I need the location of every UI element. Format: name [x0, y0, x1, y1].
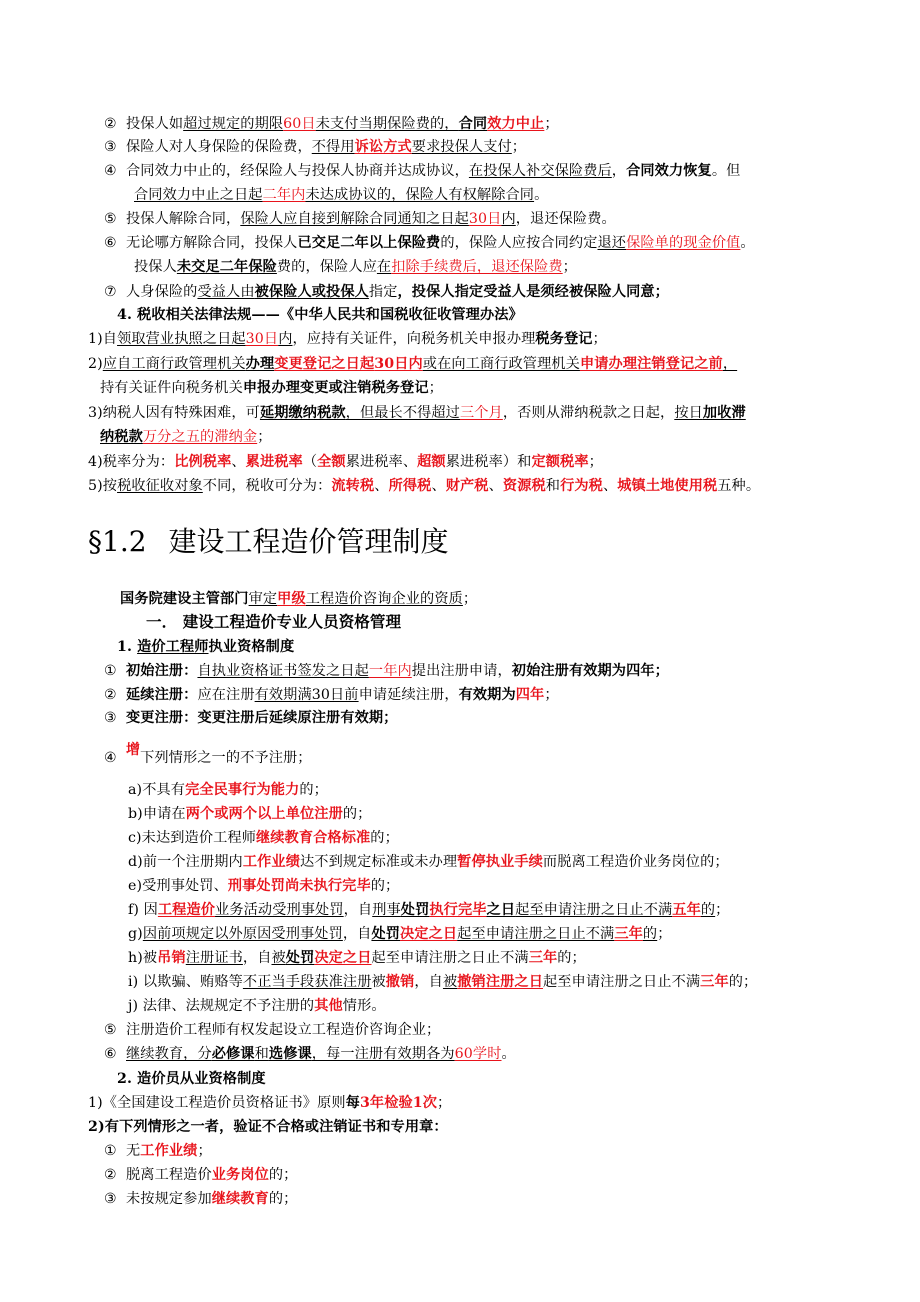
disqualify-c: c)未达到造价工程师继续教育合格标准的； [128, 830, 399, 846]
disqualify-d: d)前一个注册期内工作业绩达不到规定标准或未办理暂停执业手续而脱离工程造价业务岗位的； [128, 854, 729, 870]
section-heading [88, 522, 449, 562]
disqualify-f: f) 因工程造价业务活动受刑事处罚，自刑事处罚执行完毕之日起至申请注册之日止不满五年的； [128, 902, 730, 918]
disqualify-i: i) 以欺骗、贿赂等不正当手段获准注册被撤销，自被撤销注册之日起至申请注册之日止不满三年的； [128, 974, 758, 990]
circled-number: ⑤ [104, 211, 117, 227]
insurance-item-2: ② 投保人如超过规定的期限60日未支付当期保险费的，合同效力中止； [104, 116, 559, 132]
engineer-item-6: ⑥ 继续教育，分必修课和选修课，每一注册有效期各为60学时。 [104, 1046, 516, 1062]
clerk-sub-2: ② 脱离工程造价业务岗位的； [104, 1167, 298, 1183]
engineer-item-4: ④ 增下列情形之一的不予注册； [104, 742, 312, 766]
circled-number: ③ [104, 139, 117, 155]
circled-number: ③ [104, 710, 117, 726]
tax-heading: 4. 税收相关法律法规——《中华人民共和国税收征收管理办法》 [117, 307, 523, 323]
circled-number: ⑥ [104, 235, 117, 251]
circled-number: ② [104, 116, 117, 132]
clerk-heading: 2. 造价员从业资格制度 [117, 1071, 266, 1087]
clerk-sub-3: ③ 未按规定参加继续教育的； [104, 1191, 298, 1207]
circled-number: ④ [104, 750, 117, 766]
insurance-item-5: ⑤ 投保人解除合同，保险人应自接到解除合同通知之日起30日内，退还保险费。 [104, 211, 616, 227]
circled-number: ⑥ [104, 1046, 117, 1062]
tax-item-1: 1)自领取营业执照之日起30日内，应持有关证件，向税务机关申报办理税务登记； [88, 331, 607, 347]
subsection-heading: 一． 建设工程造价专业人员资格管理 [146, 612, 402, 631]
circled-number: ① [104, 1143, 117, 1159]
disqualify-g: g)因前项规定以外原因受刑事处罚，自处罚决定之日起至申请注册之日止不满三年的； [128, 926, 672, 942]
tax-item-3: 3)纳税人因有特殊困难，可延期缴纳税款，但最长不得超过三个月，否则从滞纳税款之日起，按日加收滞 [88, 405, 746, 421]
disqualify-a: a)不具有完全民事行为能力的； [128, 782, 328, 798]
tax-item-2-cont: 持有关证件向税务机关申报办理变更或注销税务登记； [100, 380, 443, 396]
insurance-item-6: ⑥ 无论哪方解除合同，投保人已交足二年以上保险费的，保险人应按合同约定退还保险单的现金价值。 [104, 235, 755, 251]
circled-number: ③ [104, 1191, 117, 1207]
tax-item-5: 5)按税收征收对象不同，税收可分为：流转税、所得税、财产税、资源税和行为税、城镇土地使用税五种。 [88, 478, 761, 494]
engineer-item-3: ③ 变更注册：变更注册后延续原注册有效期； [104, 710, 398, 726]
engineer-heading: 1. 造价工程师执业资格制度 [117, 639, 295, 655]
circled-number: ⑤ [104, 1022, 117, 1038]
clerk-item-1: 1)《全国建设工程造价员资格证书》原则每3年检验1次； [88, 1095, 452, 1111]
disqualify-j: j) 法律、法规规定不予注册的其他情形。 [128, 998, 386, 1014]
tax-item-3-cont: 纳税款万分之五的滞纳金； [100, 429, 272, 445]
tax-item-4: 4)税率分为：比例税率、累进税率（全额累进税率、超额累进税率）和定额税率； [88, 454, 603, 470]
circled-number: ④ [104, 163, 117, 179]
circled-number: ② [104, 687, 117, 703]
insurance-item-4-cont: 合同效力中止之日起二年内未达成协议的，保险人有权解除合同。 [134, 187, 549, 203]
engineer-item-5: ⑤ 注册造价工程师有权发起设立工程造价咨询企业； [104, 1022, 441, 1038]
insurance-item-4: ④ 合同效力中止的，经保险人与投保人协商并达成协议，在投保人补交保险费后，合同效力恢复。但 [104, 163, 741, 179]
section-number: §1.2 [88, 525, 147, 558]
section-title: 建设工程造价管理制度 [168, 525, 449, 558]
engineer-item-2: ② 延续注册：应在注册有效期满30日前申请延续注册，有效期为四年； [104, 687, 559, 703]
disqualify-h: h)被吊销注册证书，自被处罚决定之日起至申请注册之日止不满三年的； [128, 950, 586, 966]
circled-number: ② [104, 1167, 117, 1183]
insurance-item-7: ⑦ 人身保险的受益人由被保险人或投保人指定，投保人指定受益人是须经被保险人同意； [104, 284, 669, 300]
clerk-item-2: 2)有下列情形之一者，验证不合格或注销证书和专用章： [88, 1119, 448, 1135]
disqualify-e: e)受刑事处罚、刑事处罚尚未执行完毕的； [128, 878, 400, 894]
insurance-item-6-cont: 投保人未交足二年保险费的，保险人应在扣除手续费后，退还保险费； [134, 259, 577, 275]
disqualify-b: b)申请在两个或两个以上单位注册的； [128, 806, 372, 822]
circled-number: ⑦ [104, 284, 117, 300]
tax-item-2: 2)应自工商行政管理机关办理变更登记之日起30日内或在向工商行政管理机关申请办理注销登记之前， [88, 356, 738, 372]
clerk-sub-1: ① 无工作业绩； [104, 1143, 212, 1159]
circled-number: ① [104, 663, 117, 679]
intro-line: 国务院建设主管部门审定甲级工程造价咨询企业的资质； [120, 591, 478, 607]
insurance-item-3: ③ 保险人对人身保险的保险费，不得用诉讼方式要求投保人支付； [104, 139, 527, 155]
added-marker: 增 [126, 742, 141, 758]
engineer-item-1: ① 初始注册：自执业资格证书签发之日起一年内提出注册申请，初始注册有效期为四年； [104, 663, 669, 679]
